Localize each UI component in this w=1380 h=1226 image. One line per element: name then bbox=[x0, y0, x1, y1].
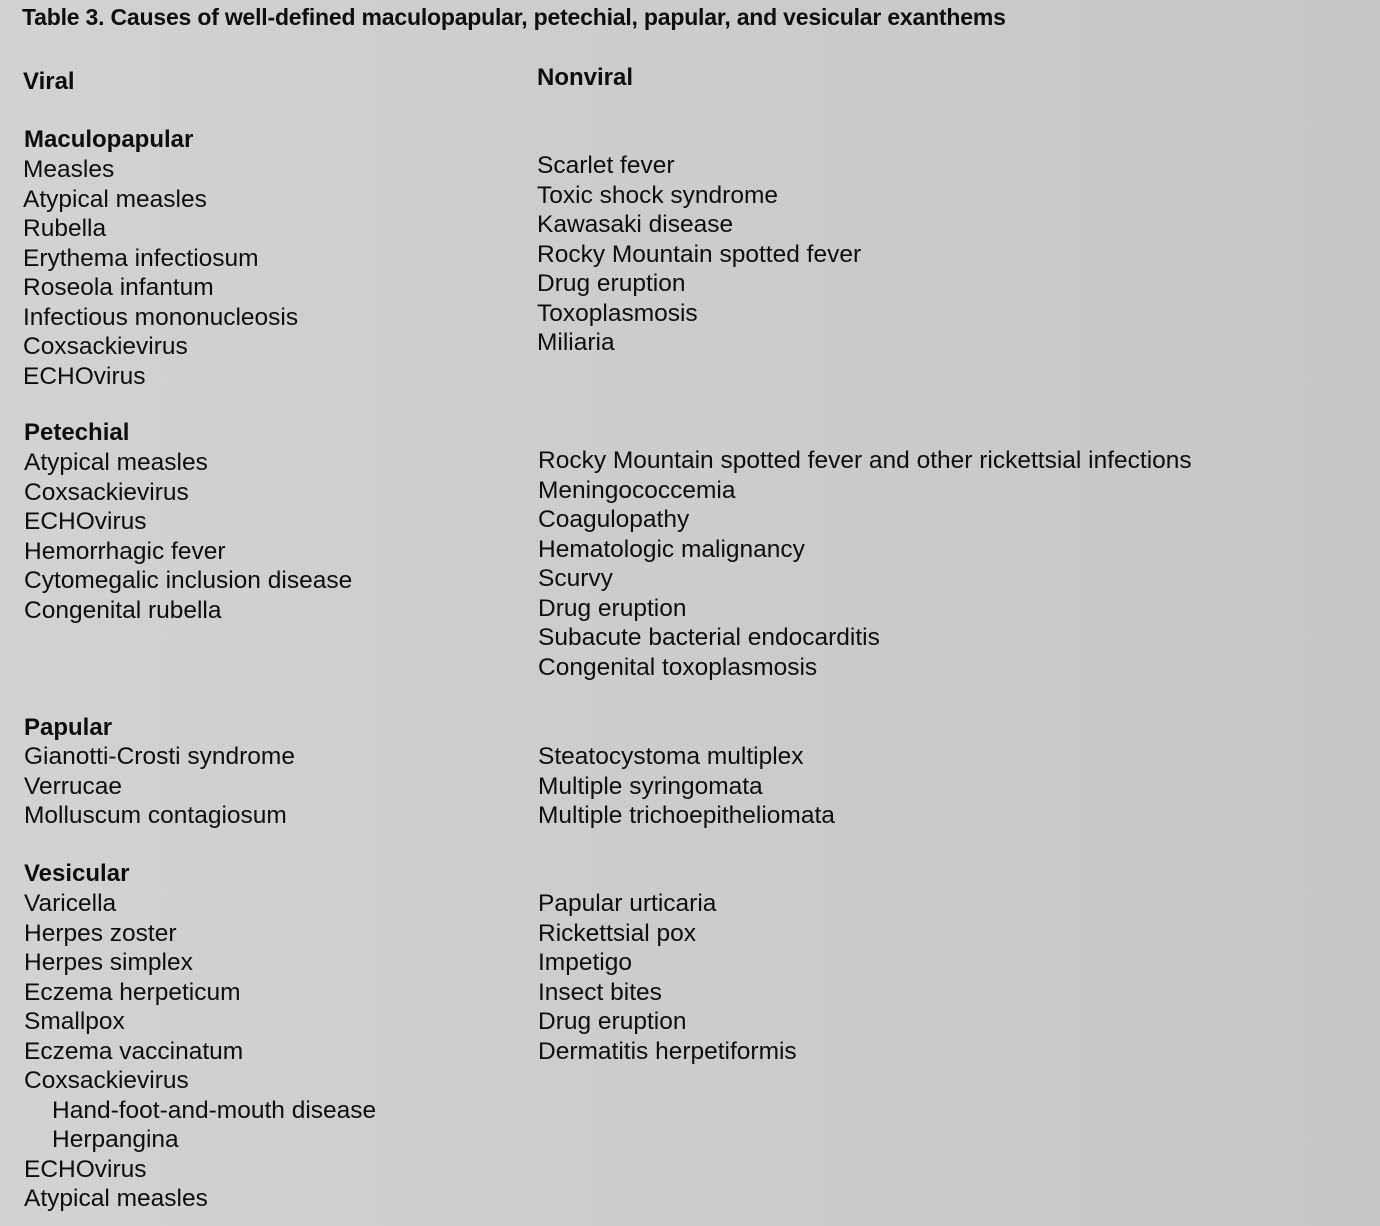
section-heading-vesicular: Vesicular bbox=[24, 860, 130, 887]
list-item: Varicella bbox=[24, 890, 117, 917]
list-item: Drug eruption bbox=[538, 1008, 687, 1035]
list-item: Dermatitis herpetiformis bbox=[538, 1037, 797, 1065]
viral-list-maculopapular bbox=[23, 155, 298, 391]
list-item: Coxsackievirus bbox=[24, 478, 189, 506]
list-item: Gianotti-Crosti syndrome bbox=[24, 743, 295, 770]
list-item: Drug eruption bbox=[537, 270, 686, 297]
list-item: Multiple trichoepitheliomata bbox=[538, 802, 835, 829]
list-item: Herpes zoster bbox=[24, 919, 177, 947]
list-item-sub: Herpangina bbox=[52, 1126, 179, 1153]
table-title: Table 3. Causes of well-defined maculopapular, petechial, papular, and vesicular exanthems bbox=[22, 4, 1006, 30]
list-item: Infectious mononucleosis bbox=[23, 303, 299, 331]
column-header-nonviral: Nonviral bbox=[537, 64, 634, 91]
viral-list-vesicular bbox=[24, 889, 376, 1214]
list-item: Atypical measles bbox=[24, 449, 208, 476]
nonviral-list-vesicular bbox=[538, 889, 797, 1066]
list-item: Hemorrhagic fever bbox=[24, 537, 226, 565]
list-item: Eczema vaccinatum bbox=[24, 1037, 244, 1065]
list-item: ECHOvirus bbox=[24, 1155, 147, 1183]
nonviral-list-petechial bbox=[538, 446, 1192, 682]
list-item: Congenital toxoplasmosis bbox=[538, 653, 818, 681]
list-item: Scarlet fever bbox=[537, 152, 675, 179]
section-heading-papular: Papular bbox=[24, 714, 113, 741]
list-item: Rickettsial pox bbox=[538, 919, 696, 947]
list-item: Verrucae bbox=[24, 772, 123, 800]
list-item-sub: Hand-foot-and-mouth disease bbox=[52, 1096, 377, 1124]
list-item: Molluscum contagiosum bbox=[24, 802, 287, 829]
list-item: Congenital rubella bbox=[24, 596, 222, 624]
list-item: Insect bites bbox=[538, 978, 662, 1006]
list-item: Rocky Mountain spotted fever and other rickettsial infections bbox=[538, 447, 1192, 474]
list-item: Roseola infantum bbox=[23, 274, 214, 301]
list-item: Smallpox bbox=[24, 1008, 125, 1035]
column-header-viral: Viral bbox=[23, 68, 75, 95]
list-item: Coagulopathy bbox=[538, 506, 690, 533]
list-item: Atypical measles bbox=[24, 1185, 208, 1212]
viral-list-petechial bbox=[24, 448, 352, 625]
list-item: Rocky Mountain spotted fever bbox=[537, 240, 862, 268]
list-item: Rubella bbox=[23, 215, 107, 242]
list-item: Coxsackievirus bbox=[23, 333, 188, 360]
list-item: Miliaria bbox=[537, 329, 615, 356]
list-item: Eczema herpeticum bbox=[24, 978, 241, 1006]
list-item: Atypical measles bbox=[23, 185, 207, 213]
section-heading-petechial: Petechial bbox=[24, 419, 130, 446]
list-item: Scurvy bbox=[538, 565, 613, 592]
list-item: Papular urticaria bbox=[538, 890, 717, 917]
list-item: Toxic shock syndrome bbox=[537, 181, 779, 209]
list-item: Multiple syringomata bbox=[538, 772, 763, 800]
list-item: Erythema infectiosum bbox=[23, 244, 259, 272]
list-item: Drug eruption bbox=[538, 594, 687, 622]
section-heading-maculopapular: Maculopapular bbox=[24, 126, 194, 153]
list-item: Impetigo bbox=[538, 949, 632, 976]
list-item: ECHOvirus bbox=[24, 508, 147, 535]
list-item: Meningococcemia bbox=[538, 476, 736, 504]
list-item: Measles bbox=[23, 156, 115, 183]
list-item: Coxsackievirus bbox=[24, 1067, 189, 1094]
list-item: ECHOvirus bbox=[23, 362, 146, 390]
list-item: Subacute bacterial endocarditis bbox=[538, 624, 880, 651]
list-item: Toxoplasmosis bbox=[537, 299, 698, 327]
list-item: Kawasaki disease bbox=[537, 211, 734, 238]
list-item: Steatocystoma multiplex bbox=[538, 743, 804, 770]
nonviral-list-maculopapular bbox=[537, 151, 861, 358]
viral-list-papular bbox=[24, 742, 295, 831]
list-item: Cytomegalic inclusion disease bbox=[24, 567, 353, 594]
list-item: Herpes simplex bbox=[24, 949, 193, 976]
list-item: Hematologic malignancy bbox=[538, 535, 805, 563]
nonviral-list-papular bbox=[538, 742, 835, 831]
